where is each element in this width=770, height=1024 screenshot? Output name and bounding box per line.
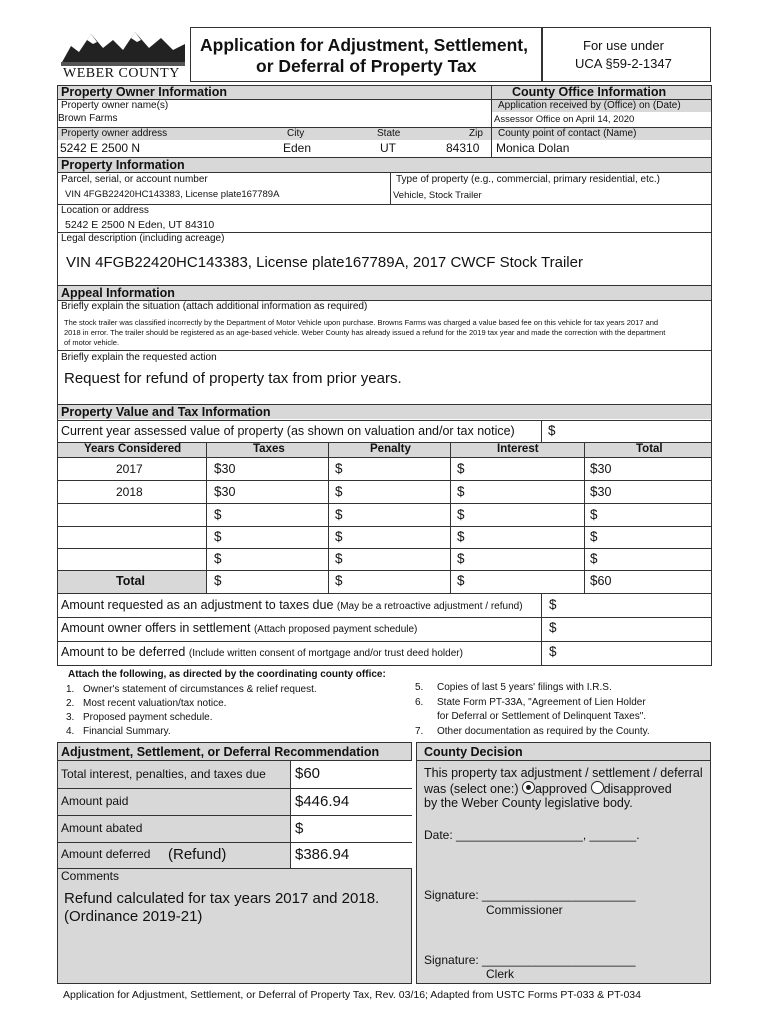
- dollar-sign: $: [214, 529, 222, 544]
- decision-select-text: was (select one:): [424, 782, 519, 796]
- type-field[interactable]: [391, 187, 711, 203]
- attach-item: Other documentation as required by the County.: [437, 726, 650, 737]
- situation-line2: 2018 in error. The trailer should be registered as an age-based vehicle. Weber County has already issued a refund for the 2019 tax year and made the correction with the department: [64, 328, 666, 337]
- dollar-sign: $: [457, 529, 465, 544]
- radio-dot: [526, 785, 531, 790]
- penalty-cell[interactable]: [335, 461, 343, 476]
- settlement-note: (Attach proposed payment schedule): [253, 624, 418, 635]
- value-section-title: Property Value and Tax Information: [61, 405, 271, 419]
- divider: [57, 548, 712, 549]
- owner-address-label: Property owner address: [61, 128, 168, 139]
- city-field[interactable]: [278, 140, 358, 157]
- rec-deferred-note: (Refund): [168, 846, 227, 863]
- dollar-sign: $: [335, 484, 343, 499]
- rec-abated-label: Amount abated: [61, 821, 143, 835]
- contact-label: County point of contact (Name): [498, 128, 637, 139]
- state-field[interactable]: [358, 140, 428, 157]
- total-row-label: Total: [116, 574, 145, 588]
- received-value: Assessor Office on April 14, 2020: [494, 114, 635, 125]
- owner-section-title: Property Owner Information: [61, 85, 227, 99]
- situation-line3: of motor vehicle.: [64, 338, 120, 347]
- interest-cell[interactable]: [457, 507, 465, 522]
- divider: [57, 457, 712, 458]
- dollar-sign: $: [335, 573, 343, 588]
- rec-paid-field[interactable]: [290, 789, 412, 815]
- divider: [57, 503, 712, 504]
- assessed-label: Current year assessed value of property (as shown on valuation and/or tax notice): [61, 424, 515, 438]
- dollar-sign: $: [214, 573, 222, 588]
- deferral-label: [61, 645, 463, 659]
- adjustment-amount-field[interactable]: $: [549, 597, 557, 612]
- assessed-dollar: $: [548, 423, 556, 438]
- attach-item: Proposed payment schedule.: [83, 712, 213, 723]
- statute-box: [542, 27, 711, 82]
- type-value: Vehicle, Stock Trailer: [393, 190, 482, 201]
- received-label: Application received by (Office) on (Date): [498, 100, 681, 111]
- action-value: Request for refund of property tax from prior years.: [64, 370, 402, 387]
- dollar-sign: $: [590, 573, 598, 588]
- type-label: Type of property (e.g., commercial, primary residential, etc.): [396, 174, 660, 185]
- taxes-cell[interactable]: [214, 484, 235, 499]
- rec-total-label: Total interest, penalties, and taxes due: [61, 767, 266, 781]
- form-title-line2: or Deferral of Property Tax: [256, 56, 477, 76]
- divider: [57, 172, 712, 173]
- deferral-note: (Include written consent of mortgage and/or trust deed holder): [188, 648, 463, 659]
- taxes-cell[interactable]: [214, 529, 222, 544]
- penalty-cell[interactable]: [335, 529, 343, 544]
- action-label: Briefly explain the requested action: [61, 352, 217, 363]
- received-field[interactable]: [492, 113, 711, 127]
- dollar-sign: $: [457, 507, 465, 522]
- dollar-sign: $: [335, 529, 343, 544]
- situation-field[interactable]: [58, 314, 711, 350]
- disapproved-label: disapproved: [603, 782, 672, 796]
- settlement-label: [61, 621, 417, 635]
- col-years-header: Years Considered: [84, 443, 182, 455]
- total-cell[interactable]: [590, 461, 611, 476]
- total-penalty-cell[interactable]: [335, 573, 343, 588]
- dollar-sign: $: [457, 461, 465, 476]
- attach-num: 5.: [415, 682, 424, 693]
- attach-num: 1.: [66, 684, 75, 695]
- interest-cell[interactable]: [457, 551, 465, 566]
- rec-deferred-value: $386.94: [295, 846, 350, 863]
- divider: [57, 593, 712, 594]
- total-taxes-cell[interactable]: [214, 573, 222, 588]
- contact-field[interactable]: [492, 140, 711, 157]
- parcel-value: VIN 4FGB22420HC143383, License plate167789A: [65, 189, 280, 200]
- taxes-value: 30: [221, 485, 236, 499]
- divider: [57, 641, 712, 642]
- taxes-cell[interactable]: [214, 507, 222, 522]
- city-value: Eden: [283, 141, 312, 155]
- grand-total-value: 60: [597, 574, 612, 588]
- dollar-sign: $: [214, 461, 222, 476]
- parcel-field[interactable]: [58, 187, 389, 203]
- county-logo: [57, 26, 187, 82]
- comments-label: Comments: [61, 869, 120, 883]
- legal-field[interactable]: [58, 246, 711, 284]
- clerk-role: Clerk: [486, 967, 515, 981]
- penalty-cell[interactable]: [335, 551, 343, 566]
- assessed-field[interactable]: [542, 421, 711, 442]
- decision-line3: by the Weber County legislative body.: [424, 796, 633, 810]
- dollar-sign: $: [214, 484, 222, 499]
- col-total-header: Total: [636, 443, 663, 455]
- col-interest-header: Interest: [497, 443, 539, 455]
- parcel-label: Parcel, serial, or account number: [61, 174, 208, 185]
- row-year: 2017: [116, 462, 143, 476]
- adjustment-note: (May be a retroactive adjustment / refund): [336, 601, 523, 612]
- owner-name-label: Property owner name(s): [61, 100, 169, 111]
- action-field[interactable]: [58, 364, 711, 404]
- approved-label: approved: [534, 782, 588, 796]
- disapproved-radio[interactable]: [591, 781, 604, 794]
- taxes-cell[interactable]: [214, 461, 235, 476]
- divider: [57, 526, 712, 527]
- row-year: 2018: [116, 485, 143, 499]
- rec-abated-field[interactable]: [290, 816, 412, 842]
- zip-value: 84310: [446, 141, 480, 155]
- situation-label: Briefly explain the situation (attach additional information as required): [61, 301, 368, 312]
- deferral-label-text: Amount to be deferred: [61, 645, 186, 659]
- divider: [57, 480, 712, 481]
- attach-item: Financial Summary.: [83, 726, 171, 737]
- interest-cell[interactable]: [457, 484, 465, 499]
- total-cell[interactable]: [590, 551, 598, 566]
- attach-num: 6.: [415, 697, 424, 708]
- legal-label: Legal description (including acreage): [61, 233, 225, 244]
- logo-text: WEBER COUNTY: [63, 66, 180, 81]
- total-value: 30: [597, 462, 612, 476]
- attach-item: Copies of last 5 years' filings with I.R.S.: [437, 682, 612, 693]
- comment-line2: (Ordinance 2019-21): [64, 908, 203, 925]
- decision-title: County Decision: [424, 745, 523, 759]
- decision-line2: [424, 781, 672, 796]
- dollar-sign: $: [457, 573, 465, 588]
- dollar-sign: $: [214, 507, 222, 522]
- col-penalty-header: Penalty: [370, 443, 411, 455]
- col-taxes-header: Taxes: [253, 443, 285, 455]
- owner-address-field[interactable]: [58, 140, 278, 157]
- interest-cell[interactable]: [457, 529, 465, 544]
- taxes-value: 30: [221, 462, 236, 476]
- legal-value: VIN 4FGB22420HC143383, License plate167789A, 2017 CWCF Stock Trailer: [66, 254, 583, 271]
- divider: [57, 617, 712, 618]
- rec-deferred-label: Amount deferred: [61, 847, 151, 861]
- settlement-label-text: Amount owner offers in settlement: [61, 621, 251, 635]
- approved-radio[interactable]: [522, 781, 535, 794]
- rec-paid-value: $446.94: [295, 793, 350, 810]
- divider: [57, 350, 712, 351]
- rec-deferred-field[interactable]: [290, 843, 412, 868]
- attach-item: Most recent valuation/tax notice.: [83, 698, 227, 709]
- recommendation-title: Adjustment, Settlement, or Deferral Recommendation: [61, 745, 380, 759]
- attach-item: for Deferral or Settlement of Delinquent Taxes".: [437, 711, 647, 722]
- dollar-sign: $: [214, 551, 222, 566]
- attach-num: 2.: [66, 698, 75, 709]
- property-section-title: Property Information: [61, 158, 185, 172]
- decision-date-field[interactable]: Date: ___________________, _______.: [424, 828, 640, 842]
- appeal-section-title: Appeal Information: [61, 286, 175, 300]
- city-label: City: [287, 128, 305, 139]
- location-label: Location or address: [61, 205, 149, 216]
- deferral-amount-field[interactable]: $: [549, 644, 557, 659]
- rec-paid-label: Amount paid: [61, 794, 129, 808]
- clerk-signature-field[interactable]: Signature: _______________________: [424, 953, 636, 967]
- dollar-sign: $: [590, 551, 598, 566]
- rec-abated-value: $: [295, 820, 304, 837]
- situation-line1: The stock trailer was classified incorrectly by the Department of Motor Vehicle upon purchase. Browns Farms was charged a value based fee on this vehicle for tax years 2017 and: [64, 318, 659, 327]
- attach-num: 4.: [66, 726, 75, 737]
- penalty-cell[interactable]: [335, 484, 343, 499]
- location-value: 5242 E 2500 N Eden, UT 84310: [65, 219, 215, 231]
- rec-total-value: $60: [295, 765, 321, 782]
- decision-line1: This property tax adjustment / settlement / deferral: [424, 766, 703, 780]
- attach-heading: Attach the following, as directed by the coordinating county office:: [68, 669, 386, 680]
- dollar-sign: $: [457, 551, 465, 566]
- owner-name-field[interactable]: [58, 112, 490, 127]
- taxes-cell[interactable]: [214, 551, 222, 566]
- rec-total-field[interactable]: [290, 761, 412, 788]
- zip-field[interactable]: [428, 140, 490, 157]
- owner-name-value: Brown Farms: [58, 113, 118, 124]
- form-title-line1: Application for Adjustment, Settlement,: [200, 35, 528, 55]
- total-cell[interactable]: [590, 507, 598, 522]
- dollar-sign: $: [590, 461, 598, 476]
- location-field[interactable]: [58, 217, 711, 232]
- divider: [57, 204, 712, 205]
- dollar-sign: $: [590, 529, 598, 544]
- contact-value: Monica Dolan: [496, 141, 570, 155]
- comments-field[interactable]: [58, 884, 411, 983]
- attach-num: 7.: [415, 726, 424, 737]
- attach-item: State Form PT-33A, "Agreement of Lien Holder: [437, 697, 646, 708]
- attach-item: Owner's statement of circumstances & relief request.: [83, 684, 317, 695]
- zip-label: Zip: [469, 128, 483, 139]
- total-interest-cell[interactable]: [457, 573, 465, 588]
- dollar-sign: $: [590, 484, 598, 499]
- dollar-sign: $: [590, 507, 598, 522]
- commissioner-signature-field[interactable]: Signature: _______________________: [424, 888, 636, 902]
- dollar-sign: $: [335, 507, 343, 522]
- dollar-sign: $: [335, 461, 343, 476]
- statute-line2: UCA §59-2-1347: [575, 56, 672, 71]
- adjustment-label: [61, 598, 523, 612]
- grand-total-cell[interactable]: [590, 573, 611, 588]
- interest-cell[interactable]: [457, 461, 465, 476]
- dollar-sign: $: [335, 551, 343, 566]
- total-cell[interactable]: [590, 484, 611, 499]
- dollar-sign: $: [457, 484, 465, 499]
- settlement-amount-field[interactable]: $: [549, 620, 557, 635]
- comment-line1: Refund calculated for tax years 2017 and 2018.: [64, 890, 380, 907]
- total-cell[interactable]: [590, 529, 598, 544]
- owner-address-value: 5242 E 2500 N: [60, 141, 141, 155]
- divider: [416, 760, 711, 761]
- page-footer: Application for Adjustment, Settlement, or Deferral of Property Tax, Rev. 03/16; Adapted from USTC Forms PT-033 & PT-034: [63, 989, 641, 1001]
- state-value: UT: [380, 141, 396, 155]
- penalty-cell[interactable]: [335, 507, 343, 522]
- county-office-section-title: County Office Information: [512, 85, 667, 99]
- total-value: 30: [597, 485, 612, 499]
- commissioner-role: Commissioner: [486, 903, 563, 917]
- state-label: State: [377, 128, 401, 139]
- attach-num: 3.: [66, 712, 75, 723]
- amount-divider: [541, 593, 542, 665]
- statute-line1: For use under: [583, 38, 664, 53]
- adjustment-label-text: Amount requested as an adjustment to taxes due: [61, 598, 334, 612]
